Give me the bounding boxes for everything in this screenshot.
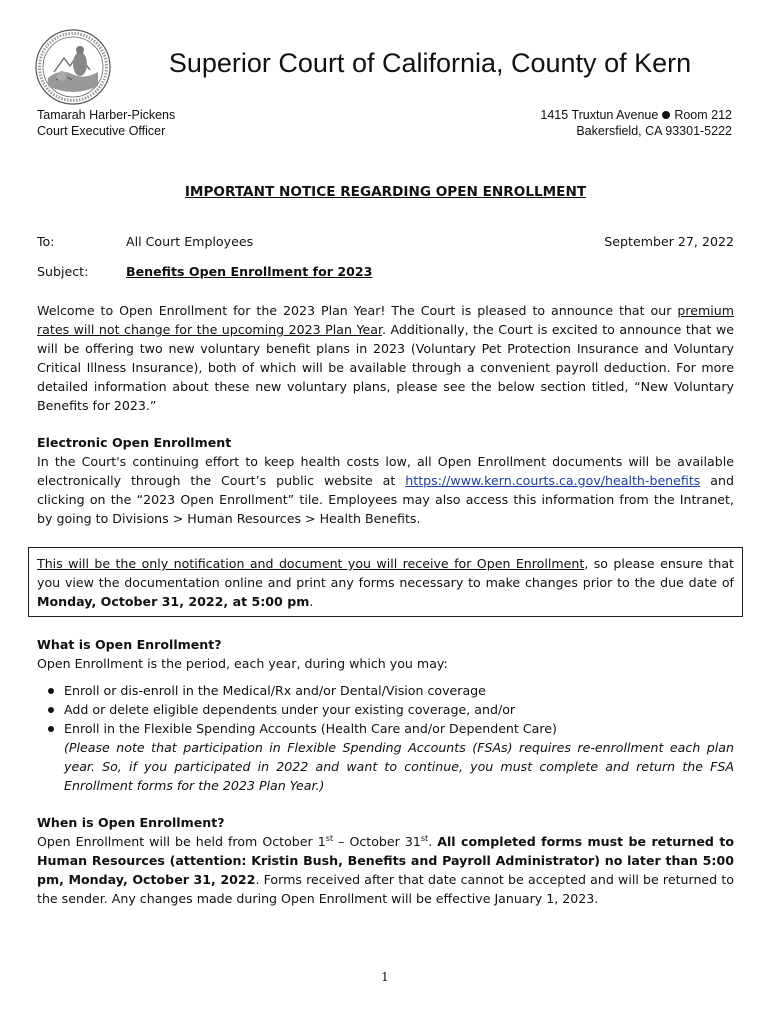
notice-date: September 27, 2022 bbox=[604, 234, 734, 249]
what-is-list bbox=[37, 681, 734, 738]
subject-value: Benefits Open Enrollment for 2023 bbox=[126, 264, 373, 279]
address-room: Room 212 bbox=[674, 108, 732, 122]
page-number: 1 bbox=[381, 970, 389, 984]
officer-name: Tamarah Harber-Pickens bbox=[37, 108, 176, 122]
health-benefits-link[interactable]: https://www.kern.courts.ca.gov/health-benefits bbox=[405, 473, 701, 488]
what-is-intro: Open Enrollment is the period, each year, during which you may: bbox=[37, 656, 448, 671]
electronic-paragraph: In the Court's continuing effort to keep health costs low, all Open Enrollment documents will be available electronically through the Court’s public website at https://www.kern.courts.ca.gov/health-benefits and clicking on the “2023 Open Enrollment” tile. Employees may also access this information from the Intranet, by going to Divisions > Human Resources > Health Benefits. bbox=[37, 454, 734, 526]
address-city: Bakersfield, CA 93301-5222 bbox=[576, 124, 732, 138]
when-is-paragraph: Open Enrollment will be held from October 1st – October 31st. All completed forms must be returned to Human Resources (attention: Kristin Bush, Benefits and Payroll Administrator) no later than 5:00 pm, Monday, October 31, 2022. Forms received after that date cannot be accepted and will be returned to the sender. Any changes made during Open Enrollment will be effective January 1, 2023. bbox=[37, 833, 735, 906]
notice-title: IMPORTANT NOTICE REGARDING OPEN ENROLLMENT bbox=[184, 184, 587, 200]
to-value: All Court Employees bbox=[126, 234, 254, 249]
officer-title: Court Executive Officer bbox=[37, 124, 166, 138]
court-name: Superior Court of California, County of Kern bbox=[168, 48, 692, 78]
bullet-separator-icon bbox=[662, 111, 670, 119]
notification-box: This will be the only notification and document you will receive for Open Enrollment, so please ensure that you view the documentation online and print any forms necessary to make changes prior to the due date of Monday, October 31, 2022, at 5:00 pm. bbox=[28, 547, 743, 617]
what-is-heading: What is Open Enrollment? bbox=[37, 637, 222, 652]
officer-info bbox=[37, 107, 175, 139]
address-street: 1415 Truxtun Avenue bbox=[540, 108, 659, 122]
when-is-heading: When is Open Enrollment? bbox=[37, 815, 225, 830]
intro-paragraph: Welcome to Open Enrollment for the 2023 Plan Year! The Court is pleased to announce that our premium rates will not change for the upcoming 2023 Plan Year. Additionally, the Court is excited to announce that we will be offering two new voluntary benefit plans in 2023 (Voluntary Pet Protection Insurance and Voluntary Critical Illness Insurance), both of which will be available through a convenient payroll deduction. For more detailed information about these new voluntary plans, please see the below section titled, “New Voluntary Benefits for 2023.” bbox=[37, 303, 734, 413]
list-item: Add or delete eligible dependents under your existing coverage, and/or bbox=[37, 700, 734, 719]
subject-row bbox=[37, 262, 734, 281]
electronic-heading: Electronic Open Enrollment bbox=[37, 435, 232, 450]
to-row bbox=[37, 232, 734, 251]
notice-body bbox=[37, 183, 734, 908]
list-item: Enroll or dis-enroll in the Medical/Rx and/or Dental/Vision coverage bbox=[37, 681, 734, 700]
fsa-note: (Please note that participation in Flexible Spending Accounts (FSAs) requires re-enrollment each plan year. So, if you participated in 2022 and want to continue, you must complete and return the FSA Enrollment forms for the 2023 Plan Year.) bbox=[64, 740, 734, 793]
list-item: Enroll in the Flexible Spending Accounts (Health Care and/or Dependent Care) bbox=[37, 719, 734, 738]
to-label: To: bbox=[37, 234, 55, 249]
subject-label: Subject: bbox=[37, 264, 89, 279]
court-address bbox=[540, 107, 732, 139]
